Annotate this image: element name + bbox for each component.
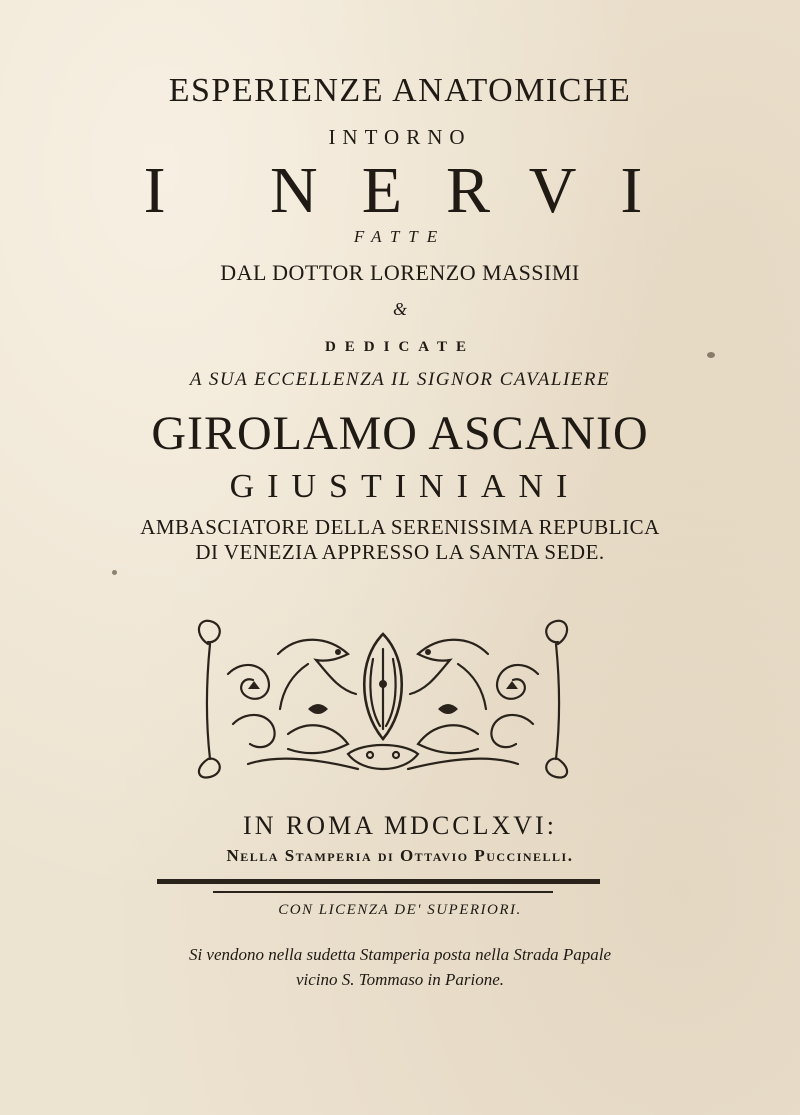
dedicate-line: DEDICATE	[324, 339, 476, 355]
intorno-line: INTORNO	[328, 125, 472, 149]
subject-heading: I NERVI	[143, 154, 687, 227]
divider-rule-thick	[157, 879, 600, 884]
dedicatee-name: GIROLAMO ASCANIO	[151, 407, 649, 460]
dedicatee-surname: GIUSTINIANI	[229, 468, 581, 505]
imprint-place-date: IN ROMA MDCCLXVI:	[243, 811, 557, 840]
office-line-1: AMBASCIATORE DELLA SERENISSIMA REPUBLICA	[140, 515, 660, 539]
licence-line: CON LICENZA DE' SUPERIORI.	[278, 902, 522, 918]
ampersand: &	[392, 299, 407, 319]
sale-line-1: Si vendono nella sudetta Stamperia posta nella Strada Papale	[188, 945, 612, 964]
divider-rule-thin	[213, 891, 553, 893]
sale-line-2: vicino S. Tommaso in Parione.	[295, 970, 505, 989]
imprint-printer: Nella Stamperia di Ottavio Puccinelli.	[226, 846, 574, 865]
fatte-line: FATTE	[353, 227, 447, 246]
ink-spot	[707, 352, 715, 358]
dedication-to-line: A SUA ECCELLENZA IL SIGNOR CAVALIERE	[189, 369, 611, 390]
printer-device-ornament-icon	[188, 614, 578, 784]
ink-spot	[112, 570, 117, 575]
book-title: ESPERIENZE ANATOMICHE	[168, 72, 632, 109]
office-line-2: DI VENEZIA APPRESSO LA SANTA SEDE.	[195, 540, 605, 564]
author-line: DAL DOTTOR LORENZO MASSIMI	[220, 260, 580, 285]
